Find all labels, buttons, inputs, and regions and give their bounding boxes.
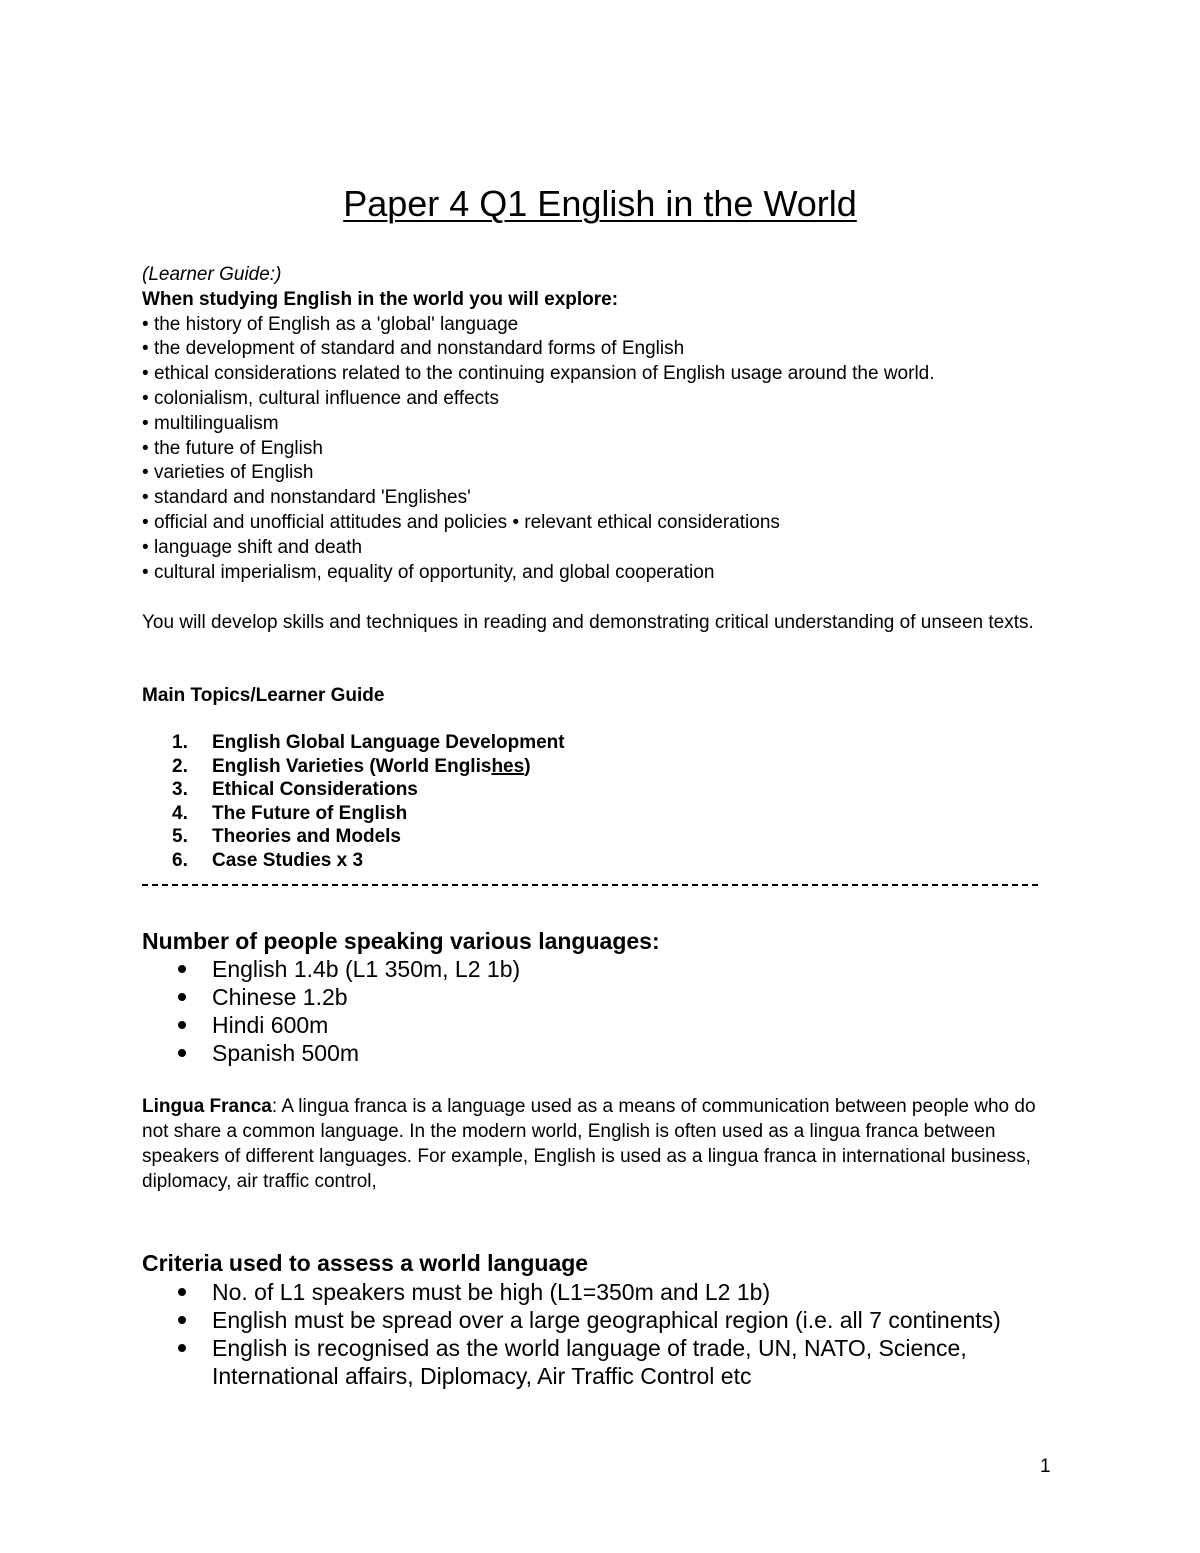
criteria-heading: Criteria used to assess a world language	[142, 1250, 589, 1276]
lingua-franca-term: Lingua Franca	[142, 1096, 272, 1117]
topic-number: 5.	[172, 826, 188, 848]
list-item	[172, 731, 565, 755]
topic-label	[212, 755, 531, 779]
dashed-divider	[142, 884, 1038, 886]
lingua-franca-definition: : A lingua franca is a language used as a means of communication between people who do not share a common language. In the modern world, English is often used as a lingua franca between speakers of different languages. For example, English is used as a lingua franca in international business, diplomacy, air traffic control,	[142, 1096, 1036, 1192]
list-item: Chinese 1.2b	[212, 983, 520, 1011]
list-item: • the history of English as a 'global' language	[142, 313, 1102, 338]
list-item: English is recognised as the world language of trade, UN, NATO, Science, International affairs, Diplomacy, Air Traffic Control etc	[212, 1334, 1072, 1390]
topic-label-part: )	[524, 755, 531, 777]
list-item: • standard and nonstandard 'Englishes'	[142, 486, 1102, 511]
list-item: • varieties of English	[142, 461, 1102, 486]
list-item	[172, 755, 565, 779]
list-item	[172, 825, 565, 849]
list-item: • language shift and death	[142, 536, 1102, 561]
topic-number: 6.	[172, 849, 188, 871]
list-item	[172, 849, 565, 873]
page-number: 1	[1040, 1456, 1051, 1477]
list-item	[172, 802, 565, 826]
topic-label-part: English Varieties (World Englis	[212, 755, 492, 777]
list-item: • the future of English	[142, 437, 1102, 462]
topic-label: The Future of English	[212, 802, 408, 824]
criteria-list	[212, 1278, 1072, 1390]
topic-number: 3.	[172, 779, 188, 801]
topics-heading: Main Topics/Learner Guide	[142, 685, 385, 706]
list-item: • the development of standard and nonstandard forms of English	[142, 337, 1102, 362]
topic-number: 1.	[172, 732, 188, 753]
intro-lead: When studying English in the world you will explore:	[142, 288, 619, 310]
page-title: Paper 4 Q1 English in the World	[343, 183, 857, 224]
list-item: • multilingualism	[142, 412, 1102, 437]
list-item: Spanish 500m	[212, 1039, 520, 1067]
lingua-franca-paragraph	[142, 1094, 1062, 1194]
topic-label: Ethical Considerations	[212, 779, 418, 801]
list-item: • colonialism, cultural influence and effects	[142, 387, 1102, 412]
list-item: Hindi 600m	[212, 1011, 520, 1039]
list-item: English must be spread over a large geographical region (i.e. all 7 continents)	[212, 1306, 1072, 1334]
list-item: English 1.4b (L1 350m, L2 1b)	[212, 956, 521, 982]
speakers-list	[212, 955, 520, 1067]
list-item: • cultural imperialism, equality of opportunity, and global cooperation	[142, 561, 1102, 586]
learner-guide-note: (Learner Guide:)	[142, 264, 282, 285]
speakers-heading: Number of people speaking various languages:	[142, 928, 660, 954]
topic-number: 4.	[172, 802, 188, 824]
intro-section	[142, 263, 1102, 585]
topics-list	[172, 731, 565, 873]
list-item: • ethical considerations related to the continuing expansion of English usage around the world.	[142, 362, 1102, 387]
skills-paragraph: You will develop skills and techniques in reading and demonstrating critical understanding of unseen texts.	[142, 612, 1034, 633]
explore-list	[142, 313, 1102, 586]
topic-number: 2.	[172, 755, 188, 777]
list-item	[172, 778, 565, 802]
underlined-text: hes	[491, 755, 525, 777]
topic-label: English Global Language Development	[212, 732, 565, 753]
list-item: • official and unofficial attitudes and policies • relevant ethical considerations	[142, 511, 1102, 536]
topic-label: Theories and Models	[212, 826, 401, 848]
list-item: No. of L1 speakers must be high (L1=350m and L2 1b)	[212, 1278, 1072, 1306]
topic-label: Case Studies x 3	[212, 849, 364, 871]
